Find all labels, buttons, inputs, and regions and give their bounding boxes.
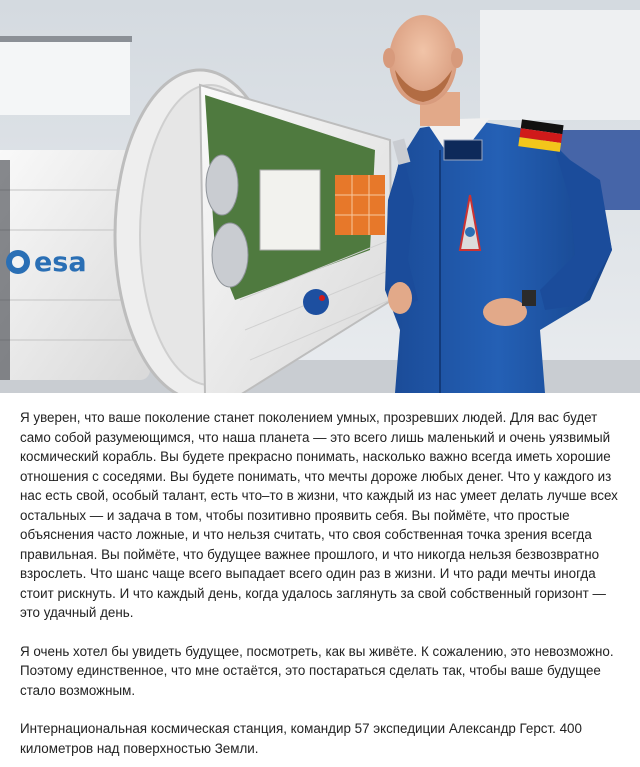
hangar-window-frame [0, 36, 132, 42]
interior-panel [260, 170, 320, 250]
esa-logo-text: esa [34, 247, 87, 278]
right-hand [483, 298, 527, 326]
paragraph-1: Я уверен, что ваше поколение станет поколением умных, прозревших людей. Для вас будет само собой разумеющимся, что наша планета — это всего лишь маленький и очень уязвимый космический корабль. Вы будете прекрасно понимать, насколько важно всегда иметь хорошие отношения с соседями. Вы будете понимать, что мечты дороже любых денег. Что у каждого из нас есть свой, особый талант, есть что–то в жизни, что каждый из нас умеет делать лучше всех остальных — и задача в том, чтобы позитивно проявить себя. Вы поймёте, что простые объяснения часто ложные, и что нельзя считать, что своя собственная точка зрения всегда правильная. Вы поймёте, что будущее важнее прошлого, и что никогда нельзя безвозвратно взрослеть. Что шанс чаще всего выпадает всего один раз в жизни. И что ради мечты иногда стоит рискнуть. И что каждый день, когда удалось заглянуть за свой собственный горизонт — это удачный день. [20, 410, 618, 620]
left-hand [388, 282, 412, 314]
article [0, 393, 640, 758]
name-tag [444, 140, 482, 160]
hangar-window [0, 40, 130, 115]
paragraph-2: Я очень хотел бы увидеть будущее, посмотреть, как вы живёте. К сожалению, это невозможно. Поэтому единственное, что мне остаётся, это постараться сделать так, чтобы ваше будущее стало возможным. [20, 643, 614, 698]
left-ear [383, 48, 395, 68]
esa-logo [6, 247, 87, 278]
right-ear [451, 48, 463, 68]
mission-patch-star [465, 227, 475, 237]
capsule-dark-edge [0, 160, 10, 380]
silver-tank-1 [206, 155, 238, 215]
paragraph-3: Интернациональная космическая станция, командир 57 экспедиции Александр Герст. 400 километров над поверхностью Земли. [20, 721, 582, 756]
nasa-emblem-accent [319, 295, 325, 301]
wristwatch [522, 290, 536, 306]
wall-panel-light [480, 10, 640, 120]
silver-tank-2 [212, 223, 248, 287]
nasa-emblem [303, 289, 329, 315]
interior-orange-tiles [335, 175, 385, 235]
